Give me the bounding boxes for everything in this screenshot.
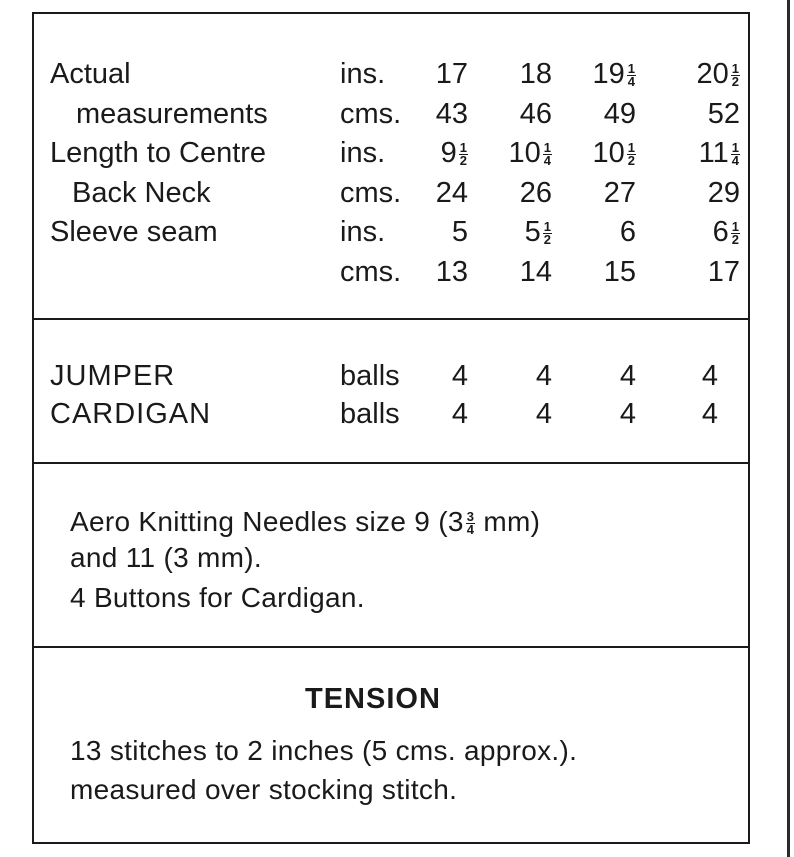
size-value [604,253,636,291]
value-whole: 43 [435,97,468,130]
value-fraction [459,139,468,168]
value-whole: 17 [435,58,468,90]
garment-label: CARDIGAN [50,398,212,430]
unit-label: ins. [340,58,386,90]
buttons-line: 4 Buttons for Cardigan. [70,582,365,613]
value-whole: 9 [440,137,457,169]
size-value [520,95,552,133]
size-value [436,174,468,212]
fraction-numerator: 1 [627,139,635,155]
size-value [452,213,468,251]
fraction-denominator: 2 [627,152,635,168]
tension-line-2: measured over stocking stitch. [70,774,458,805]
ball-count: 4 [619,398,636,430]
value-whole: 24 [435,176,468,209]
unit-label: ins. [340,137,386,169]
unit-label: cms. [340,97,402,130]
needles-line [70,504,540,540]
needle-size-fraction: $\frac{3}{4}$ [466,509,475,538]
value-whole: 14 [519,255,552,288]
unit-label: cms. [340,176,402,209]
fraction-numerator: 1 [731,139,739,155]
value-whole: 19 [592,58,625,90]
value-fraction [731,60,740,89]
fraction-numerator: 1 [543,139,551,155]
fraction-numerator: 1 [543,218,551,234]
measurement-label: Sleeve seam [50,216,218,248]
size-value [708,174,740,212]
tension-line-1: 13 stitches to 2 inches (5 cms. approx.). [70,735,578,766]
ball-count: 4 [701,398,718,430]
value-whole: 6 [619,216,636,248]
value-whole: 5 [451,216,468,248]
size-value [525,213,552,251]
size-value [713,213,740,251]
value-whole: 11 [698,137,729,169]
size-value [604,174,636,212]
value-fraction [543,218,552,247]
ball-count: 4 [451,398,468,430]
size-value [436,95,468,133]
size-value [604,95,636,133]
value-whole: 6 [712,216,729,248]
size-value [436,55,468,93]
section-divider [32,462,750,464]
fraction-numerator: 1 [731,218,739,234]
value-whole: 52 [707,97,740,130]
fraction-numerator: 1 [459,139,467,155]
needles-text: Aero Knitting Needles size 9 (3 [70,506,464,537]
size-value [509,134,553,172]
ball-count: 4 [535,360,552,392]
size-value [520,253,552,291]
value-whole: 27 [603,176,636,209]
fraction-denominator: 2 [731,231,739,247]
value-whole: 49 [603,97,636,130]
value-whole: 10 [592,137,625,169]
fraction-denominator: 2 [543,231,551,247]
value-fraction [731,139,740,168]
size-value [520,174,552,212]
fraction-numerator: 1 [731,60,739,76]
size-value [593,55,637,93]
section-divider [32,318,750,320]
unit-label: cms. [340,255,402,288]
ball-count: 4 [451,360,468,392]
garment-label: JUMPER [50,360,176,392]
section-divider [32,646,750,648]
value-whole: 46 [519,97,552,130]
value-whole: 29 [707,176,740,209]
fraction-numerator: 1 [627,60,635,76]
size-value [520,55,552,93]
value-fraction [731,218,740,247]
ball-count: 4 [619,360,636,392]
size-value [593,134,637,172]
size-value [699,134,740,172]
size-value [441,134,468,172]
tension-title: TENSION [305,683,441,715]
value-whole: 5 [524,216,541,248]
value-whole: 18 [519,58,552,90]
unit-label: balls [340,360,400,392]
measurement-label: measurements [76,97,268,130]
ball-count: 4 [535,398,552,430]
needles-line-2: and 11 (3 mm). [70,542,262,573]
ball-count: 4 [701,360,718,392]
size-value [436,253,468,291]
size-value [708,253,740,291]
value-whole: 20 [696,58,729,90]
value-whole: 26 [519,176,552,209]
unit-label: ins. [340,216,386,248]
fraction-denominator: 2 [731,73,739,89]
size-value [620,213,636,251]
fraction-denominator: 2 [459,152,467,168]
page-edge-line [787,0,790,857]
needles-unit: mm) [475,506,541,537]
value-whole: 13 [435,255,468,288]
size-value [708,95,740,133]
measurement-label: Actual [50,58,131,90]
fraction-denominator: 4 [627,73,635,89]
measurement-label: Length to Centre [50,137,267,169]
value-whole: 10 [508,137,541,169]
size-value [697,55,741,93]
value-whole: 15 [603,255,636,288]
value-whole: 17 [707,255,740,288]
fraction-denominator: 4 [543,152,551,168]
value-fraction [543,139,552,168]
value-fraction [627,139,636,168]
measurement-label: Back Neck [72,176,211,209]
unit-label: balls [340,398,400,430]
fraction-denominator: 4 [731,152,739,168]
value-fraction [627,60,636,89]
